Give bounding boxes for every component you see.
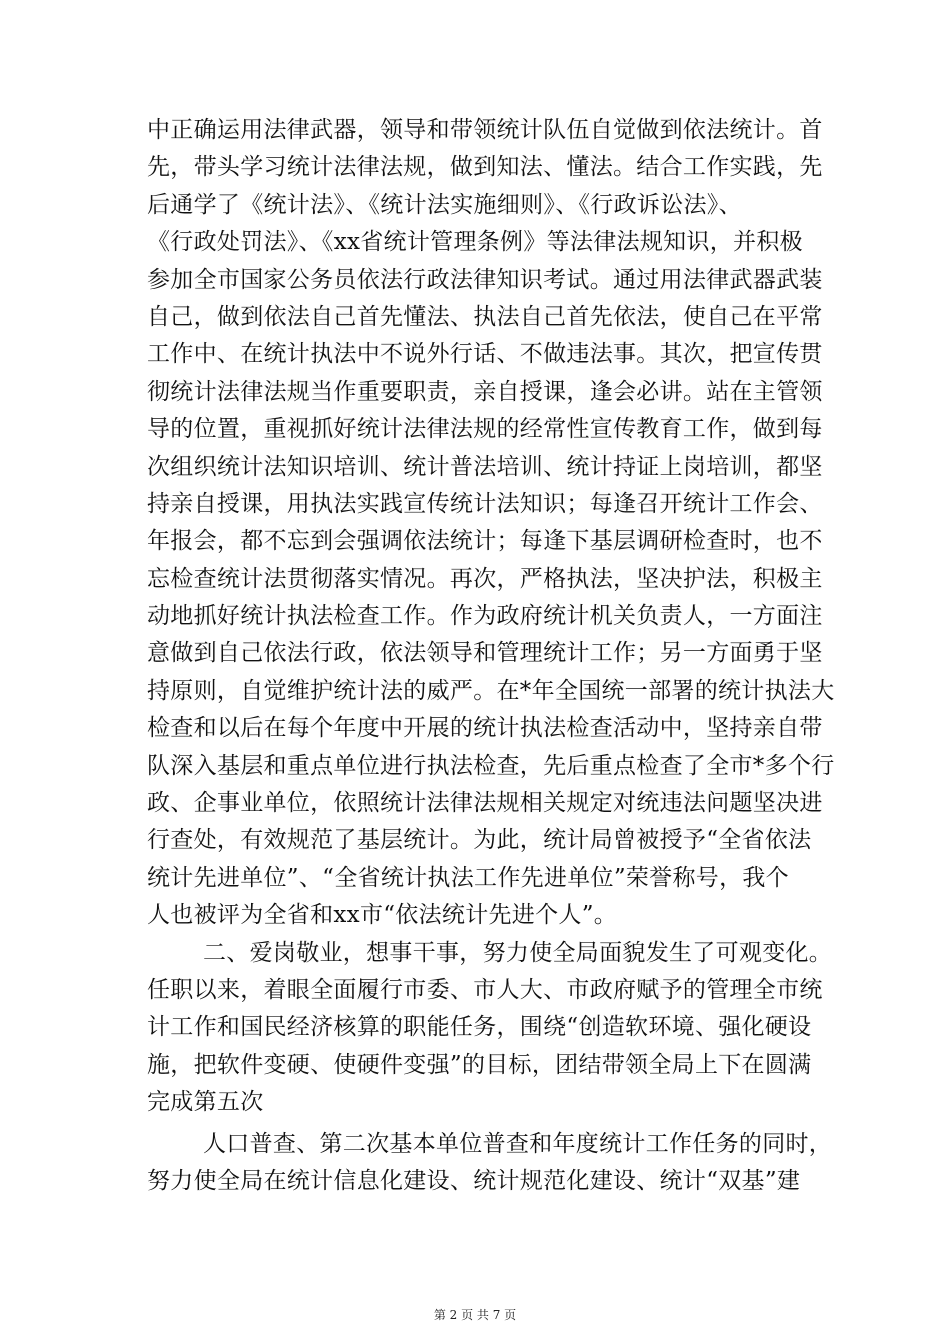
text-line: 先，带头学习统计法律法规，做到知法、懂法。结合工作实践，先	[147, 154, 823, 181]
text-line: 中正确运用法律武器，领导和带领统计队伍自觉做到依法统计。首	[147, 117, 823, 143]
text-line: 人也被评为全省和xx市“依法统计先进个人”。	[147, 902, 618, 929]
text-line: 《行政处罚法》、《xx省统计管理条例》等法律法规知识，并积极	[147, 229, 803, 256]
section-heading-line: 二、爱岗敬业，想事干事，努力使全局面貌发生了可观变化。	[203, 939, 833, 966]
text-line: 统计先进单位”、“全省统计执法工作先进单位”荣誉称号，我个	[147, 864, 789, 891]
text-line: 队深入基层和重点单位进行执法检查，先后重点检查了全市*多个行	[147, 752, 835, 779]
text-line: 忘检查统计法贯彻落实情况。再次，严格执法，坚决护法，积极主	[147, 565, 823, 592]
text-line: 彻统计法律法规当作重要职责，亲自授课，逢会必讲。站在主管领	[147, 378, 823, 405]
text-line: 动地抓好统计执法检查工作。作为政府统计机关负责人，一方面注	[147, 603, 823, 630]
text-line: 完成第五次	[147, 1089, 264, 1116]
text-line: 次组织统计法知识培训、统计普法培训、统计持证上岗培训，都坚	[147, 453, 823, 480]
text-line: 后通学了《统计法》、《统计法实施细则》、《行政诉讼法》、	[147, 191, 742, 218]
paragraph-start-line: 人口普查、第二次基本单位普查和年度统计工作任务的同时，	[203, 1130, 833, 1157]
text-line: 持亲自授课，用执法实践宣传统计法知识；每逢召开统计工作会、	[147, 490, 823, 517]
text-line: 自己，做到依法自己首先懂法、执法自己首先依法，使自己在平常	[147, 303, 823, 330]
text-line: 努力使全局在统计信息化建设、统计规范化建设、统计“双基”建	[147, 1167, 801, 1194]
text-line: 计工作和国民经济核算的职能任务，围绕“创造软环境、强化硬设	[147, 1014, 812, 1041]
text-line: 行查处，有效规范了基层统计。为此，统计局曾被授予“全省依法	[147, 827, 812, 854]
text-line: 检查和以后在每个年度中开展的统计执法检查活动中，坚持亲自带	[147, 715, 823, 742]
page-footer	[0, 1306, 950, 1323]
page-number-label: 第 2 页 共 7 页	[433, 1308, 517, 1322]
text-line: 意做到自己依法行政，依法领导和管理统计工作；另一方面勇于坚	[147, 640, 823, 667]
text-line: 政、企事业单位，依照统计法律法规相关规定对统违法问题坚决进	[147, 790, 823, 817]
text-line: 导的位置，重视抓好统计法律法规的经常性宣传教育工作，做到每	[147, 416, 823, 443]
text-line: 年报会，都不忘到会强调依法统计；每逢下基层调研检查时，也不	[147, 528, 823, 555]
document-body	[147, 112, 835, 1200]
text-line: 施，把软件变硬、使硬件变强”的目标，团结带领全局上下在圆满	[147, 1051, 812, 1078]
text-line: 任职以来，着眼全面履行市委、市人大、市政府赋予的管理全市统	[147, 976, 823, 1003]
text-line: 持原则，自觉维护统计法的威严。在*年全国统一部署的统计执法大	[147, 677, 835, 704]
text-line: 参加全市国家公务员依法行政法律知识考试。通过用法律武器武装	[147, 266, 823, 293]
text-line: 工作中、在统计执法中不说外行话、不做违法事。其次，把宣传贯	[147, 341, 823, 368]
